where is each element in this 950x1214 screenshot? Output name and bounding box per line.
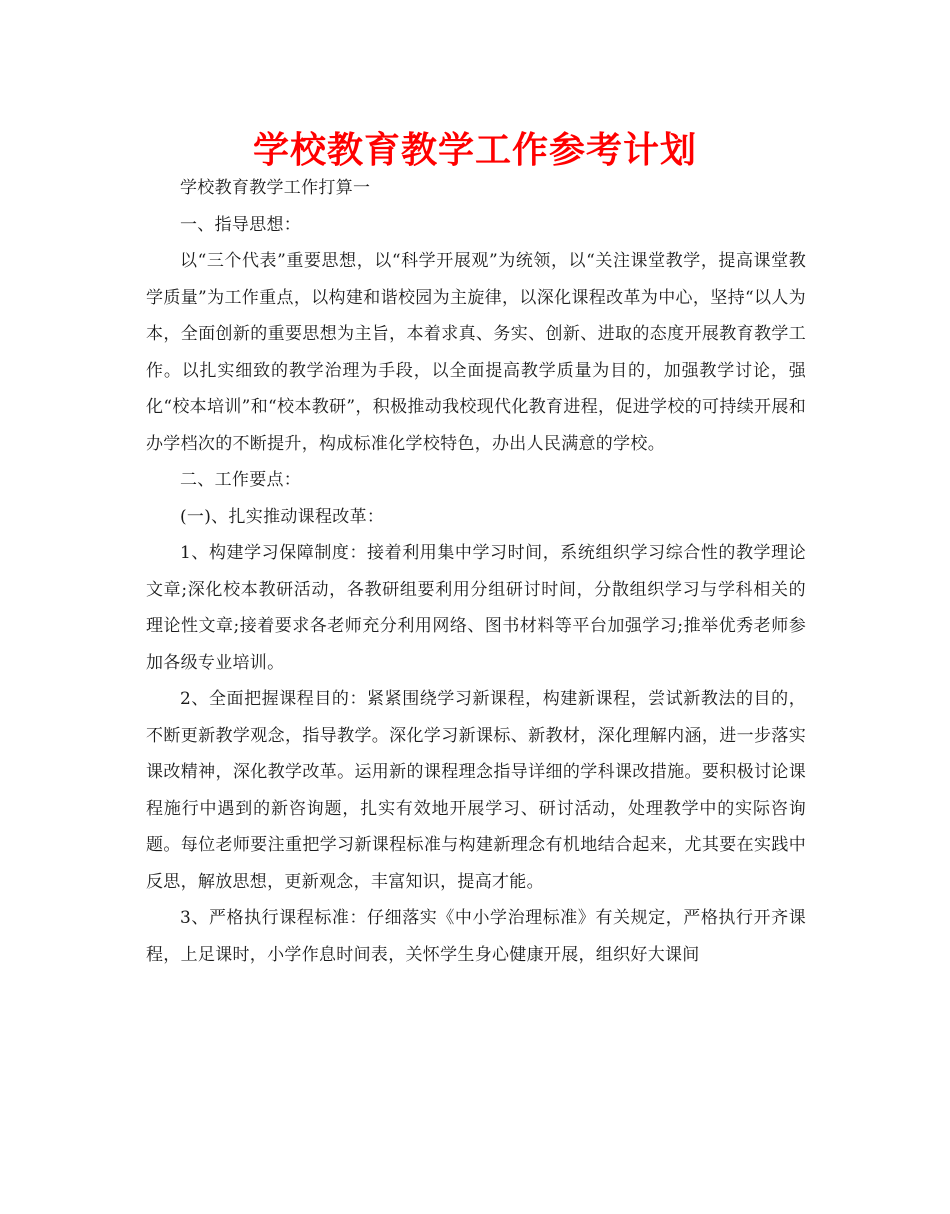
document-title: 学校教育教学工作参考计划	[252, 129, 697, 171]
paragraph-subsection-1-heading: (一)、扎实推动课程改革：	[180, 506, 385, 527]
paragraph-item-1: 1、构建学习保障制度：接着利用集中学习时间，系统组织学习综合性的教学理论文章;深化校本教研活动，各教研组要利用分组研讨时间，分散组织学习与学科相关的理论性文章;接着要求各老师充分利用网络、图书材料等平台加强学习;推举优秀老师参加各级专业培训。	[146, 543, 806, 673]
paragraph-section-1-heading: 一、指导思想：	[180, 214, 302, 235]
paragraph-guiding-thought: 以“三个代表”重要思想，以“科学开展观”为统领，以“关注课堂教学，提高课堂教学质量”为工作重点，以构建和谐校园为主旋律，以深化课程改革为中心，坚持“以人为本，全面创新的重要思想为主旨，本着求真、务实、创新、进取的态度开展教育教学工作。以扎实细致的教学治理为手段，以全面提高教学质量为目的，加强教学讨论，强化“校本培训”和“校本教研”，积极推动我校现代化教育进程，促进学校的可持续开展和办学档次的不断提升，构成标准化学校特色，办出人民满意的学校。	[146, 251, 806, 454]
paragraph-subtitle: 学校教育教学工作打算一	[180, 178, 371, 198]
paragraph-section-2-heading: 二、工作要点：	[180, 470, 302, 490]
paragraph-item-3: 3、严格执行课程标准：仔细落实《中小学治理标准》有关规定，严格执行开齐课程，上足课时，小学作息时间表，关怀学生身心健康开展，组织好大课间	[146, 908, 806, 965]
paragraph-item-2: 2、全面把握课程目的：紧紧围绕学习新课程，构建新课程，尝试新教法的目的，不断更新教学观念，指导教学。深化学习新课标、新教材，深化理解内涵，进一步落实课改精神，深化教学改革。运用新的课程理念指导详细的学科课改措施。要积极讨论课程施行中遇到的新咨询题，扎实有效地开展学习、研讨活动，处理教学中的实际咨询题。每位老师要注重把学习新课程标准与构建新理念有机地结合起来，尤其要在实践中反思，解放思想，更新观念，丰富知识，提高才能。	[146, 689, 806, 892]
document-body	[146, 170, 806, 973]
